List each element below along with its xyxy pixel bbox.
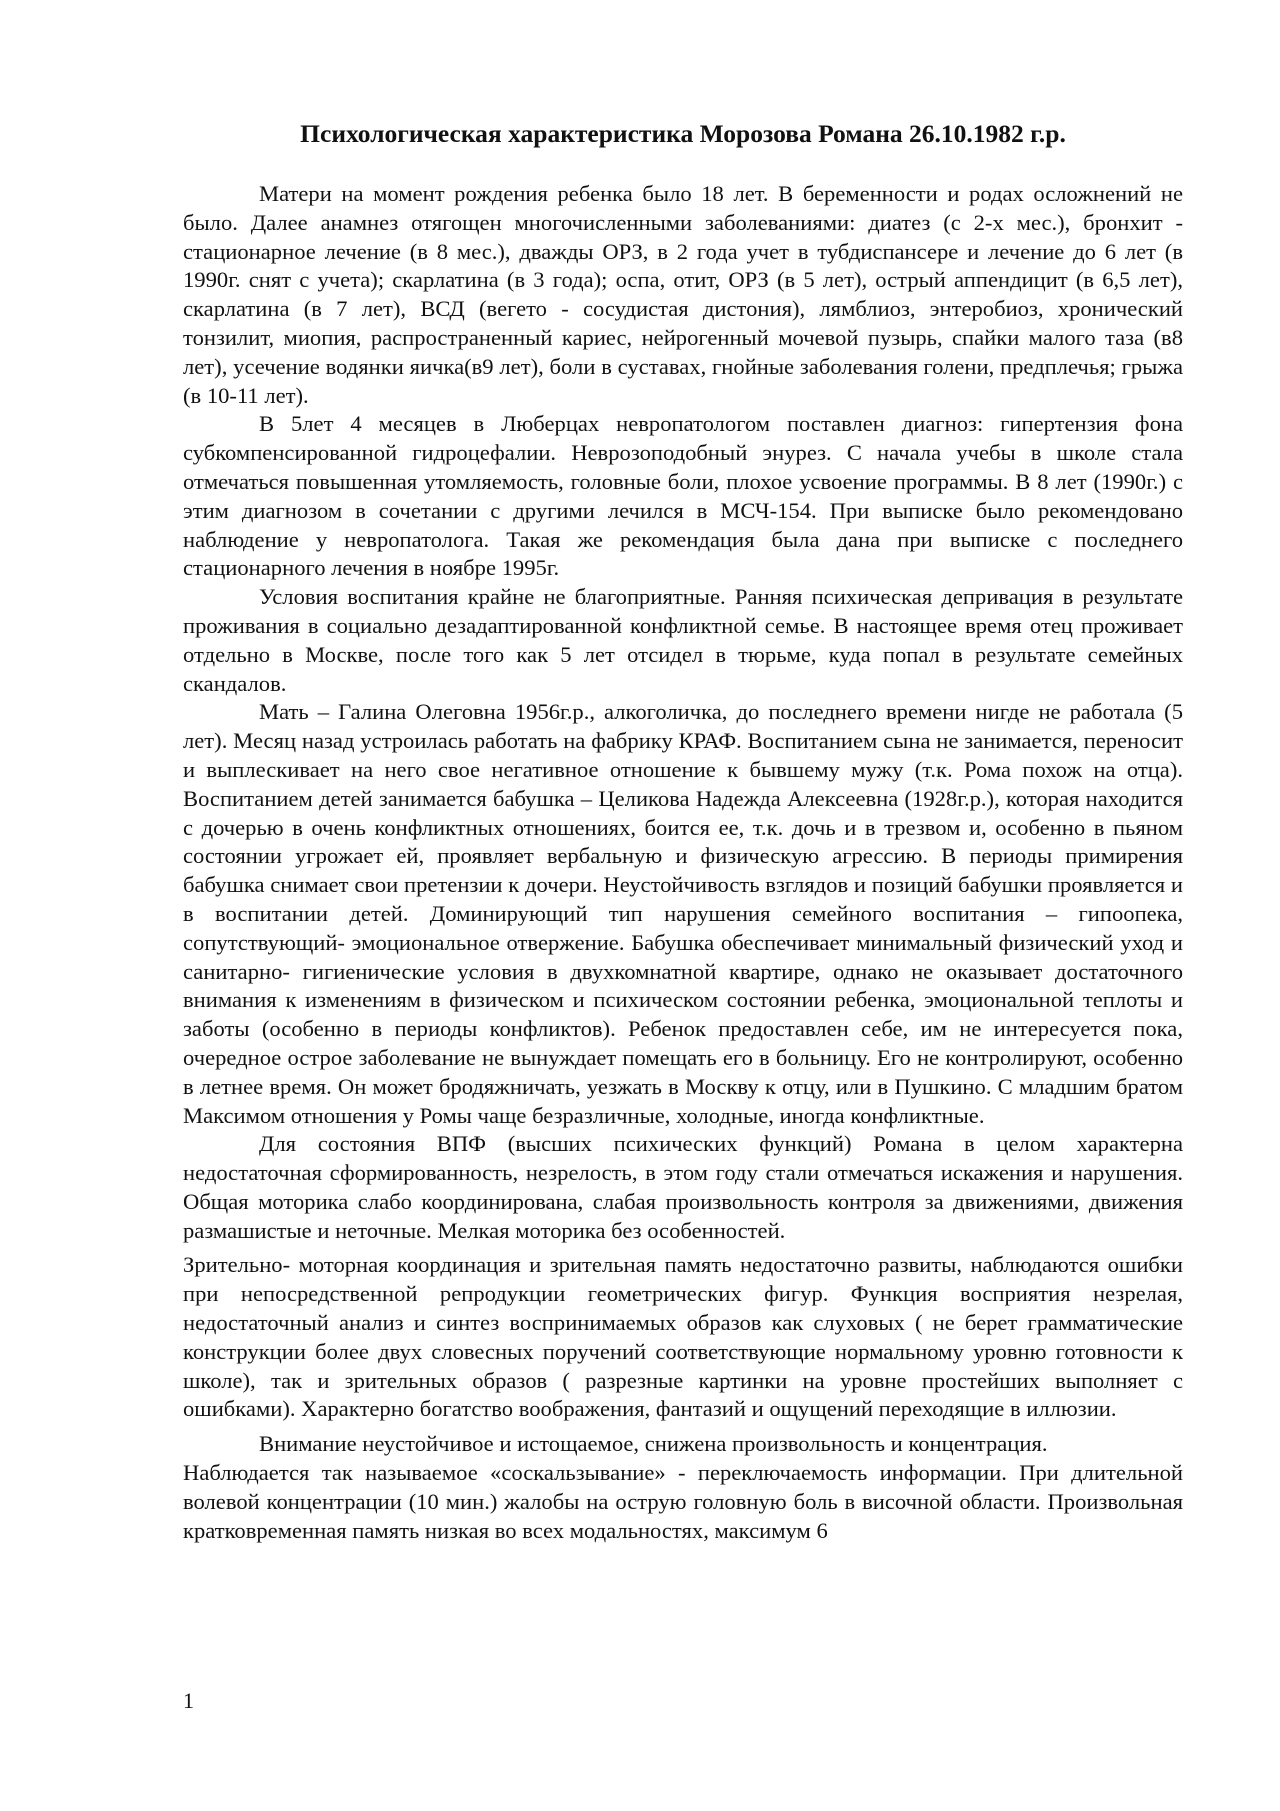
- paragraph-upbringing: Условия воспитания крайне не благоприятные. Ранняя психическая депривация в результате проживания в социально дезадаптированной конфликтной семье. В настоящее время отец проживает отдельно в Москве, после того как 5 лет отсидел в тюрьме, куда попал в результате семейных скандалов.: [183, 584, 1183, 696]
- paragraph-diagnosis: В 5лет 4 месяцев в Люберцах невропатологом поставлен диагноз: гипертензия фона субкомпенсированной гидроцефалии. Неврозоподобный энурез. С начала учебы в школе стала отмечаться повышенная утомляемость, головные боли, плохое усвоение программы. В 8 лет (1990г.) с этим диагнозом в сочетании с другими лечился в МСЧ-154. При выписке было рекомендовано наблюдение у невропатолога. Такая же рекомендация была дана при выписке с последнего стационарного лечения в ноябре 1995г.: [183, 411, 1183, 581]
- paragraph-higher-functions: Для состояния ВПФ (высших психических функций) Романа в целом характерна недостаточная сформированность, незрелость, в этом году стали отмечаться искажения и нарушения. Общая моторика слабо координирована, слабая произвольность контроля за движениями, движения размашистые и неточные. Мелкая моторика без особенностей.: [183, 1131, 1183, 1243]
- paragraph-perception: Зрительно- моторная координация и зрительная память недостаточно развиты, наблюдаются ошибки при непосредственной репродукции геометрических фигур. Функция восприятия незрелая, недостаточный анализ и синтез воспринимаемых образов как слуховых ( не берет грамматические конструкции более двух словесных поручений соответствующие нормальному уровню готовности к школе), так и зрительных образов ( разрезные картинки на уровне простейших выполняет с ошибками). Характерно богатство воображения, фантазий и ощущений переходящие в иллюзии.: [183, 1252, 1183, 1422]
- paragraph-anamnesis: Матери на момент рождения ребенка было 18 лет. В беременности и родах осложнений не было. Далее анамнез отягощен многочисленными заболеваниями: диатез (с 2-х мес.), бронхит - стационарное лечение (в 8 мес.), дважды ОРЗ, в 2 года учет в тубдиспансере и лечение до 6 лет (в 1990г. снят с учета); скарлатина (в 3 года); оспа, отит, ОРЗ (в 5 лет), острый аппендицит (в 6,5 лет), скарлатина (в 7 лет), ВСД (вегето - сосудистая дистония), лямблиоз, энтеробиоз, хронический тонзилит, миопия, распространенный кариес, нейрогенный мочевой пузырь, спайки малого таза (в8 лет), усечение водянки яичка(в9 лет), боли в суставах, гнойные заболевания голени, предплечья; грыжа (в 10-11 лет).: [183, 181, 1183, 408]
- paragraph-family: Мать – Галина Олеговна 1956г.р., алкоголичка, до последнего времени нигде не работала (5 лет). Месяц назад устроилась работать на фабрику КРАФ. Воспитанием сына не занимается, переносит и выплескивает на него свое негативное отношение к бывшему мужу (т.к. Рома похож на отца). Воспитанием детей занимается бабушка – Целикова Надежда Алексеевна (1928г.р.), которая находится с дочерью в очень конфликтных отношениях, боится ее, т.к. дочь и в трезвом и, особенно в пьяном состоянии угрожает ей, проявляет вербальную и физическую агрессию. В периоды примирения бабушка снимает свои претензии к дочери. Неустойчивость взглядов и позиций бабушки проявляется и в воспитании детей. Доминирующий тип нарушения семейного воспитания – гипоопека, сопутствующий- эмоциональное отвержение. Бабушка обеспечивает минимальный физический уход и санитарно- гигиенические условия в двухкомнатной квартире, однако не оказывает достаточного внимания к изменениям в физическом и психическом состоянии ребенка, эмоциональной теплоты и заботы (особенно в периоды конфликтов). Ребенок предоставлен себе, им не интересуется пока, очередное острое заболевание не вынуждает помещать его в больницу. Его не контролируют, особенно в летнее время. Он может бродяжничать, уезжать в Москву к отцу, или в Пушкино. С младшим братом Максимом отношения у Ромы чаще безразличные, холодные, иногда конфликтные.: [183, 699, 1183, 1128]
- paragraph-attention: Внимание неустойчивое и истощаемое, снижена произвольность и концентрация.: [259, 1431, 1048, 1457]
- paragraph-memory: Наблюдается так называемое «соскальзывание» - переключаемость информации. При длительной волевой концентрации (10 мин.) жалобы на острую головную боль в височной области. Произвольная кратковременная память низкая во всех модальностях, максимум 6: [183, 1460, 1183, 1543]
- document-title: Психологическая характеристика Морозова Романа 26.10.1982 г.р.: [300, 119, 1066, 148]
- page-number: 1: [183, 1688, 194, 1713]
- document-body: [183, 180, 1183, 1545]
